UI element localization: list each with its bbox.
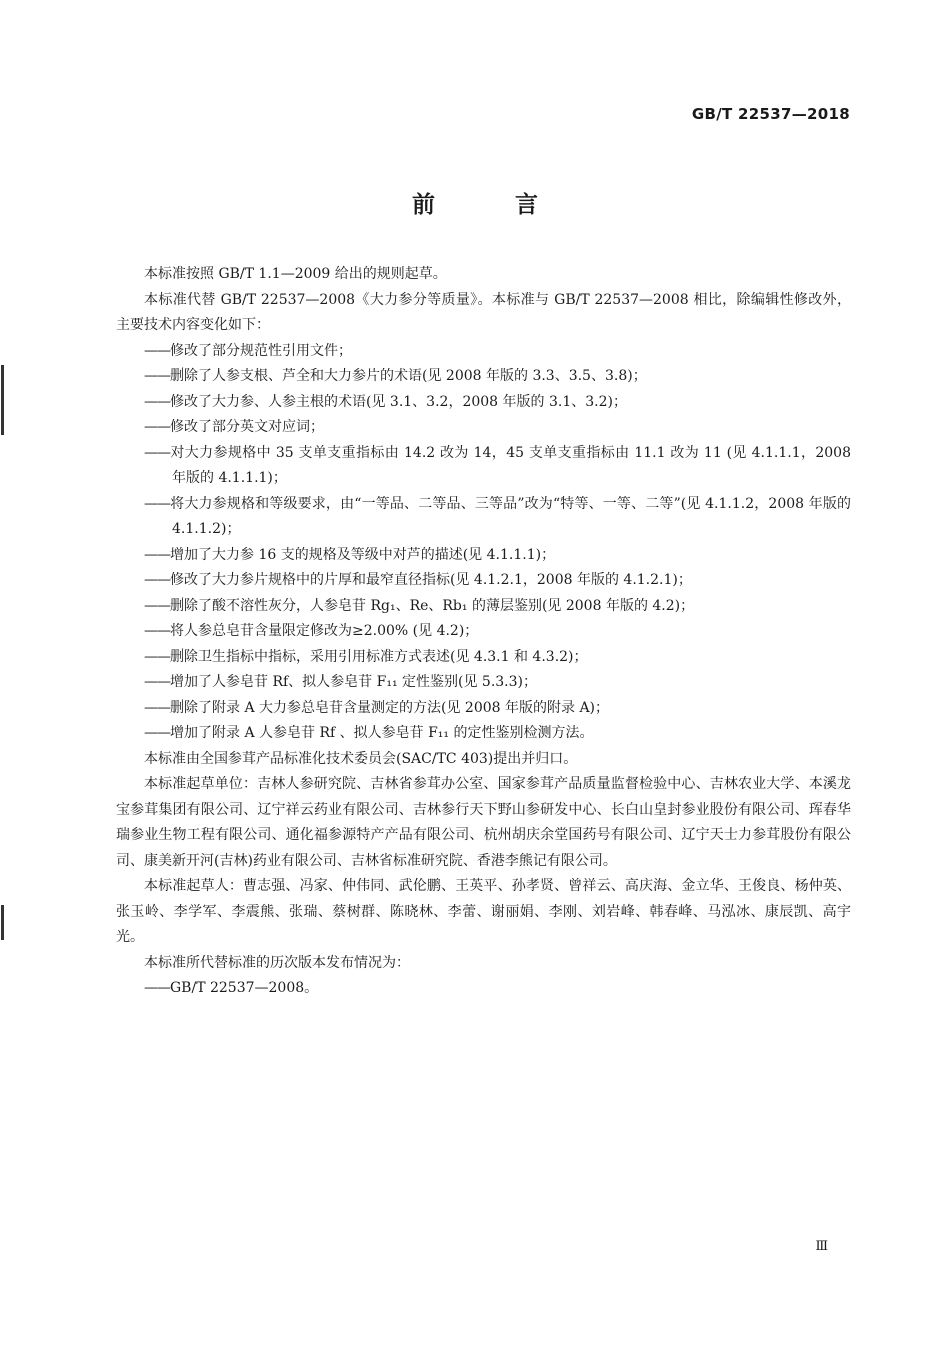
list-item [116,492,851,543]
list-item [116,976,851,1002]
list-dash: —— [144,623,170,639]
paragraph [116,747,851,773]
list-dash: —— [144,980,170,996]
paragraph-text: 本标准起草人：曹志强、冯家、仲伟同、武伦鹏、王英平、孙孝贤、曾祥云、高庆海、金立华、王俊良、杨仲英、张玉岭、李学军、李震熊、张瑞、蔡树群、陈晓林、李蕾、谢丽娟、李刚、刘岩峰、韩春峰、马泓冰、康辰凯、高宇光。 [116,878,851,945]
list-dash: —— [144,725,170,741]
list-dash: —— [144,495,170,512]
paragraph-text: 本标准起草单位：吉林人参研究院、吉林省参茸办公室、国家参茸产品质量监督检验中心、吉林农业大学、本溪龙宝参茸集团有限公司、辽宁祥云药业有限公司、吉林参行天下野山参研发中心、长白山皇封参业股份有限公司、珲春华瑞参业生物工程有限公司、通化福参源特产产品有限公司、杭州胡庆余堂国药号有限公司、辽宁天士力参茸股份有限公司、康美新开河(吉林)药业有限公司、吉林省标准研究院、香港李熊记有限公司。 [116,776,851,869]
list-dash: —— [144,597,170,614]
paragraph [116,874,851,951]
list-item [116,696,851,722]
list-item [116,415,851,441]
list-item [116,390,851,416]
list-item-text: 将人参总皂苷含量限定修改为≥2.00% (见 4.2)； [170,623,479,639]
list-item [116,543,851,569]
list-item-text: 修改了大力参、人参主根的术语(见 3.1、3.2，2008 年版的 3.1、3.2)； [170,393,627,410]
list-item [116,670,851,696]
list-item-text: 增加了大力参 16 支的规格及等级中对芦的描述(见 4.1.1.1)； [170,546,556,563]
list-item [116,594,851,620]
list-item [116,339,851,365]
list-item-text: 删除了酸不溶性灰分，人参皂苷 Rg₁、Re、Rb₁ 的薄层鉴别(见 2008 年版的 4.2)； [170,597,695,614]
list-item-text: 将大力参规格和等级要求，由“一等品、二等品、三等品”改为“特等、一等、二等”(见 4.1.1.2，2008 年版的 4.1.1.2)； [170,495,851,537]
paragraph-text: 本标准所代替标准的历次版本发布情况为： [144,954,410,971]
list-item-text: 对大力参规格中 35 支单支重指标由 14.2 改为 14，45 支单支重指标由 11.1 改为 11 (见 4.1.1.1，2008 年版的 4.1.1.1)； [170,444,851,486]
list-item [116,441,851,492]
paragraph [116,288,851,339]
paragraph-text: 本标准按照 GB/T 1.1—2009 给出的规则起草。 [144,266,447,282]
list-item-text: 修改了大力参片规格中的片厚和最窄直径指标(见 4.1.2.1，2008 年版的 4.1.2.1)； [170,572,692,588]
list-dash: —— [144,572,170,588]
page-number: Ⅲ [815,1239,828,1254]
list-item [116,721,851,747]
paragraph-text: 本标准代替 GB/T 22537—2008《大力参分等质量》。本标准与 GB/T 22537—2008 相比，除编辑性修改外，主要技术内容变化如下： [116,291,851,333]
paragraph [116,951,851,977]
list-dash: —— [144,648,170,665]
list-dash: —— [144,546,170,563]
list-item [116,619,851,645]
list-item-text: 删除卫生指标中指标，采用引用标准方式表述(见 4.3.1 和 4.3.2)； [170,648,588,665]
list-item [116,568,851,594]
list-dash: —— [144,699,170,716]
list-item-text: 增加了附录 A 人参皂苷 Rf 、拟人参皂苷 F₁₁ 的定性鉴别检测方法。 [170,725,594,741]
list-dash: —— [144,419,170,435]
list-item-text: 修改了部分英文对应词； [170,419,324,435]
list-item [116,364,851,390]
scan-mark-bottom [1,905,4,940]
paragraph-text: 本标准由全国参茸产品标准化技术委员会(SAC/TC 403)提出并归口。 [144,750,578,767]
list-dash: —— [144,393,170,410]
list-dash: —— [144,368,170,384]
list-dash: —— [144,674,170,690]
list-item-text: GB/T 22537—2008。 [170,980,319,996]
list-item-text: 修改了部分规范性引用文件； [170,342,352,359]
header-standard-code: GB/T 22537—2018 [691,105,850,123]
paragraph [116,262,851,288]
list-item-text: 增加了人参皂苷 Rf、拟人参皂苷 F₁₁ 定性鉴别(见 5.3.3)； [170,674,538,690]
list-dash: —— [144,342,170,359]
scan-mark-top [1,365,4,435]
page-title: 前 言 [411,192,574,218]
list-item [116,645,851,671]
paragraph [116,772,851,874]
list-item-text: 删除了附录 A 大力参总皂苷含量测定的方法(见 2008 年版的附录 A)； [170,699,610,716]
list-item-text: 删除了人参支根、芦全和大力参片的术语(见 2008 年版的 3.3、3.5、3.8)； [170,368,647,384]
document-body [116,262,851,1002]
list-dash: —— [144,444,170,461]
